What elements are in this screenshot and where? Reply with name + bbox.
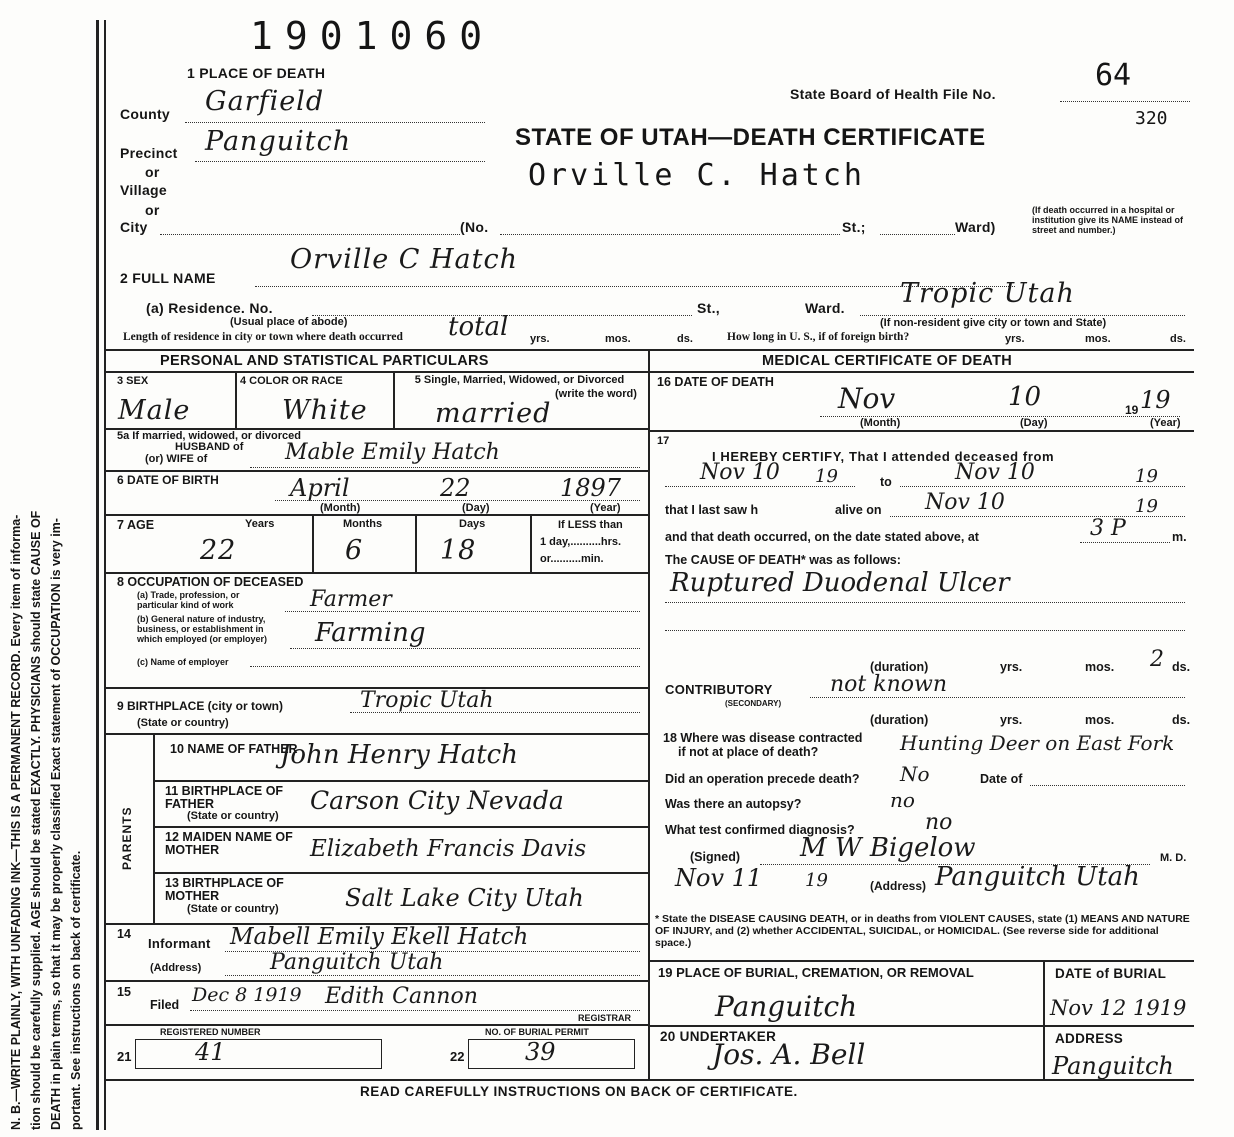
mother-value: Elizabeth Francis Davis: [310, 836, 587, 862]
cause-duration-ds-value: 2: [1150, 647, 1164, 672]
certificate-title: STATE OF UTAH—DEATH CERTIFICATE: [515, 124, 986, 151]
city-ward-label: Ward): [955, 219, 996, 235]
stamp-number: 1901060: [250, 14, 495, 58]
personal-heading: PERSONAL AND STATISTICAL PARTICULARS: [160, 353, 489, 369]
state-file-line: [1060, 101, 1190, 102]
contributory-sub: (SECONDARY): [725, 699, 782, 708]
age-divider-1: [312, 515, 314, 572]
operation-date-line: [1030, 785, 1185, 786]
side-line-1: N. B.—WRITE PLAINLY, WITH UNFADING INK—THIS IS A PERMANENT RECORD. Every item of informa-: [9, 514, 23, 1130]
length-mos: mos.: [605, 333, 631, 345]
father-label: 10 NAME OF FATHER: [170, 742, 298, 756]
contrib-duration-yrs: yrs.: [1000, 713, 1023, 727]
dob-year: 1897: [560, 474, 622, 502]
md-label: M. D.: [1160, 852, 1187, 864]
precinct-label: Precinct: [120, 145, 178, 161]
race-label: 4 COLOR OR RACE: [240, 375, 343, 387]
informant-label: Informant: [148, 936, 211, 951]
burial-permit-label: NO. OF BURIAL PERMIT: [485, 1027, 589, 1037]
burial-permit-value: 39: [525, 1038, 556, 1066]
medical-heading: MEDICAL CERTIFICATE OF DEATH: [762, 353, 1013, 369]
reg-number-box: [135, 1039, 382, 1069]
certify-text: I HEREBY CERTIFY, That I attended deceased from: [712, 449, 1055, 464]
undertaker-address-value: Panguitch: [1052, 1052, 1174, 1080]
death-time-line: [1080, 542, 1170, 543]
attended-to: Nov 10: [955, 460, 1035, 485]
county-value: Garfield: [205, 86, 325, 117]
age-label: 7 AGE: [117, 518, 155, 532]
mother-label: 12 MAIDEN NAME OF MOTHER: [165, 830, 293, 857]
last-saw-value: Nov 10: [925, 490, 1005, 515]
side-line-2: tion should be carefully supplied. AGE should be stated EXACTLY. PHYSICIANS should state CAUSE OF: [29, 510, 43, 1130]
mother-bp-label: 13 BIRTHPLACE OF MOTHER: [165, 876, 284, 903]
age-divider-3: [530, 515, 532, 572]
burial-place-label: 19 PLACE OF BURIAL, CREMATION, OR REMOVAL: [658, 965, 974, 980]
marital-sub: (write the word): [555, 388, 637, 400]
reg-number-num: 21: [117, 1049, 132, 1064]
sex-label: 3 SEX: [117, 375, 149, 387]
filed-num: 15: [117, 985, 131, 999]
sign-address-label: (Address): [870, 879, 927, 893]
death-occurred-label: and that death occurred, on the date stated above, at: [665, 530, 979, 544]
age-years-value: 22: [200, 535, 237, 566]
dob-year-label: (Year): [590, 502, 621, 514]
filed-line: [190, 1010, 640, 1011]
age-days-label: Days: [459, 518, 486, 530]
row-rule-medical-bottom: [648, 960, 1194, 962]
footer-rule: [104, 1079, 1194, 1081]
death-month: Nov: [838, 382, 896, 415]
hospital-note: (If death occurred in a hospital or institution give its NAME instead of street and number.): [1032, 205, 1184, 235]
date-of-death-label: 16 DATE OF DEATH: [657, 375, 774, 389]
side-line-4: portant. See instructions on back of certificate.: [69, 850, 83, 1130]
contrib-duration-mos: mos.: [1085, 713, 1115, 727]
informant-num: 14: [117, 927, 131, 941]
spouse-label-2: HUSBAND of: [175, 441, 244, 453]
state-file-label: State Board of Health File No.: [790, 86, 996, 102]
alive-on-label: alive on: [835, 503, 882, 517]
county-line: [185, 122, 485, 123]
father-bp-label: 11 BIRTHPLACE OF FATHER: [165, 784, 284, 811]
undertaker-label: 20 UNDERTAKER: [660, 1029, 777, 1044]
age-years-label: Years: [245, 518, 275, 530]
death-year-prefix: 19: [1125, 403, 1139, 417]
sex-value: Male: [118, 395, 191, 426]
cause-value: Ruptured Duodenal Ulcer: [670, 568, 1010, 598]
sign-date: Nov 11: [675, 864, 763, 892]
mother-bp-sub: (State or country): [187, 903, 279, 915]
how-long-label: How long in U. S., if of foreign birth?: [727, 331, 910, 343]
cause-line-2: [665, 630, 1185, 631]
death-month-label: (Month): [860, 417, 901, 429]
registrar-label: REGISTRAR: [578, 1013, 632, 1023]
age-months-value: 6: [345, 535, 364, 566]
informant-address-label: (Address): [150, 962, 202, 974]
contributory-label: CONTRIBUTORY: [665, 682, 773, 697]
row-rule-death-date: [648, 430, 1194, 432]
city-st-label: St.;: [842, 219, 866, 235]
row-rule-burial: [648, 1025, 1194, 1027]
residence-ward-line: [860, 315, 1185, 316]
birthplace-value: Tropic Utah: [360, 688, 494, 713]
registrar-value: Edith Cannon: [325, 984, 478, 1009]
marital-value: married: [435, 398, 552, 429]
or-text-2: or: [145, 202, 160, 218]
occupation-label: 8 OCCUPATION OF DECEASED: [117, 575, 304, 589]
us-yrs: yrs.: [1005, 333, 1025, 345]
operation-date-label: Date of: [980, 772, 1023, 786]
cause-duration-mos: mos.: [1085, 660, 1115, 674]
death-year: 19: [1140, 386, 1171, 414]
contrib-duration-ds: ds.: [1172, 713, 1191, 727]
operation-label: Did an operation precede death?: [665, 772, 860, 786]
less-label-2: 1 day,..........hrs.: [540, 536, 622, 548]
dob-month: April: [290, 474, 350, 502]
age-months-label: Months: [343, 518, 383, 530]
usual-place-note: (Usual place of abode): [230, 316, 348, 328]
length-residence-label: Length of residence in city or town where death occurred: [123, 331, 403, 343]
sex-race-divider: [235, 372, 237, 428]
or-text-1: or: [145, 164, 160, 180]
sign-address: Panguitch Utah: [935, 862, 1140, 892]
death-year-label: (Year): [1150, 417, 1181, 429]
filed-value: Dec 8 1919: [192, 984, 302, 1006]
us-ds: ds.: [1170, 333, 1186, 345]
informant-address-line: [225, 975, 640, 976]
precinct-value: Panguitch: [205, 126, 352, 157]
dob-day: 22: [440, 474, 471, 502]
spouse-label-3: (or) WIFE of: [145, 453, 208, 465]
age-days-value: 18: [440, 535, 477, 566]
marital-label: 5 Single, Married, Widowed, or Divorced: [414, 374, 625, 386]
last-saw-label: that I last saw h: [665, 503, 759, 517]
footnote: * State the DISEASE CAUSING DEATH, or in deaths from VIOLENT CAUSES, state (1) MEANS AND NATURE OF INJURY, and (2) whether ACCIDENTAL, SUICIDAL, or HOMICIDAL. (See reverse side for additional space.): [655, 913, 1190, 949]
nonresident-note: (If non-resident give city or town and State): [880, 317, 1107, 329]
contributory-value: not known: [830, 672, 947, 697]
contrib-duration-label: (duration): [870, 713, 929, 727]
row-rule-mother: [153, 872, 648, 874]
length-ds: ds.: [677, 333, 693, 345]
street-line: [500, 234, 840, 235]
mother-bp-value: Salt Lake City Utah: [345, 884, 584, 912]
typed-name: Orville C. Hatch: [528, 158, 865, 193]
county-label: County: [120, 106, 171, 122]
row-rule-father-bp: [153, 826, 648, 828]
cause-duration-yrs: yrs.: [1000, 660, 1023, 674]
row-rule-birthplace: [104, 733, 648, 735]
row-rule-father: [153, 780, 648, 782]
informant-address-value: Panguitch Utah: [270, 950, 444, 975]
attended-from-year: 19: [815, 466, 838, 487]
dob-label: 6 DATE OF BIRTH: [117, 473, 219, 487]
row-rule-informant: [104, 980, 648, 982]
occ-c-label: (c) Name of employer: [137, 657, 229, 667]
state-file-number: 64: [1095, 58, 1132, 93]
autopsy-label: Was there an autopsy?: [665, 797, 802, 811]
spouse-line: [250, 467, 640, 468]
personal-heading-rule: [104, 371, 648, 373]
item-17: 17: [657, 435, 670, 447]
residence-value: Tropic Utah: [900, 278, 1075, 309]
last-saw-year: 19: [1135, 496, 1158, 517]
father-bp-value: Carson City Nevada: [310, 786, 564, 815]
death-time: 3 P: [1090, 516, 1126, 541]
undertaker-value: Jos. A. Bell: [712, 1038, 866, 1071]
residence-ward-label: Ward.: [805, 300, 845, 316]
cause-label: The CAUSE OF DEATH* was as follows:: [665, 553, 901, 567]
ward-line: [880, 234, 955, 235]
row-rule-spouse: [104, 470, 648, 472]
cause-line-1: [665, 602, 1185, 603]
place-of-death-heading: 1 PLACE OF DEATH: [187, 65, 326, 81]
burial-date-value: Nov 12 1919: [1050, 996, 1187, 1020]
informant-value: Mabell Emily Ekell Hatch: [230, 924, 529, 950]
full-name-label: 2 FULL NAME: [120, 270, 216, 286]
less-label-1: If LESS than: [558, 519, 623, 531]
parents-divider: [153, 734, 155, 924]
dob-month-label: (Month): [320, 502, 361, 514]
dob-day-label: (Day): [462, 502, 490, 514]
signed-value: M W Bigelow: [800, 833, 976, 863]
occ-a-value: Farmer: [310, 587, 392, 612]
occ-b-value: Farming: [315, 618, 426, 648]
spouse-label-1: 5a If married, widowed, or divorced: [117, 430, 301, 442]
race-marital-divider: [393, 372, 395, 428]
cause-duration-ds: ds.: [1172, 660, 1191, 674]
spouse-value: Mable Emily Hatch: [285, 440, 500, 465]
birthplace-sub: (State or country): [137, 717, 229, 729]
village-label: Village: [120, 182, 167, 198]
medical-heading-rule: [648, 371, 1194, 373]
full-name-value: Orville C Hatch: [290, 244, 519, 275]
form-left-border: [96, 20, 99, 1130]
undertaker-address-label: ADDRESS: [1055, 1031, 1124, 1046]
item-18-sub: if not at place of death?: [678, 745, 819, 759]
row-rule-dob: [104, 514, 648, 516]
parents-label: PARENTS: [120, 806, 134, 870]
precinct-line: [195, 161, 485, 162]
occ-b-line: [290, 648, 640, 649]
death-day-label: (Day): [1020, 417, 1048, 429]
length-yrs: yrs.: [530, 333, 550, 345]
father-value: John Henry Hatch: [280, 740, 518, 770]
residence-label: (a) Residence. No.: [146, 300, 273, 316]
column-divider: [648, 349, 650, 1079]
filed-label: Filed: [150, 998, 180, 1012]
attended-from: Nov 10: [700, 460, 780, 485]
side-line-3: DEATH in plain terms, so that it may be properly classified Exact statement of OCCUPATION is very im-: [49, 518, 63, 1130]
autopsy-value: no: [890, 788, 915, 812]
attended-to-year: 19: [1135, 466, 1158, 487]
footer-instructions: READ CAREFULLY INSTRUCTIONS ON BACK OF CERTIFICATE.: [360, 1084, 798, 1099]
burial-place-value: Panguitch: [715, 990, 858, 1023]
death-time-m: m.: [1172, 530, 1187, 544]
row-rule-age: [104, 572, 648, 574]
reg-number-label: REGISTERED NUMBER: [160, 1027, 261, 1037]
length-residence-value: total: [448, 312, 509, 342]
city-line: [160, 234, 460, 235]
signed-label: (Signed): [690, 850, 740, 864]
item-18-value: Hunting Deer on East Fork: [900, 731, 1175, 755]
item-18-label: 18 Where was disease contracted: [663, 731, 863, 745]
occ-c-line: [250, 666, 640, 667]
residence-st-label: St.,: [697, 300, 720, 316]
test-label: What test confirmed diagnosis?: [665, 823, 855, 837]
burial-permit-num: 22: [450, 1049, 465, 1064]
race-value: White: [282, 395, 368, 426]
birthplace-label: 9 BIRTHPLACE (city or town): [117, 699, 284, 713]
attended-to-label: to: [880, 475, 892, 489]
less-label-3: or..........min.: [540, 553, 604, 565]
sign-year: 19: [805, 870, 828, 891]
contributory-line: [810, 697, 1185, 698]
row-rule-filed: [104, 1024, 648, 1026]
us-mos: mos.: [1085, 333, 1111, 345]
burial-date-label: DATE of BURIAL: [1055, 966, 1167, 981]
cause-duration-label: (duration): [870, 660, 929, 674]
test-value: no: [925, 810, 953, 835]
city-label: City: [120, 219, 148, 235]
secondary-number: 320: [1135, 108, 1168, 129]
form-left-border-inner: [104, 20, 106, 1130]
burial-divider: [1043, 960, 1045, 1080]
death-day: 10: [1008, 382, 1042, 412]
operation-value: No: [900, 762, 930, 786]
occ-a-label: (a) Trade, profession, or particular kind of work: [137, 590, 240, 610]
city-no-label: (No.: [460, 219, 489, 235]
occ-b-label: (b) General nature of industry, business, or establishment in which employed (or employer): [137, 614, 268, 644]
father-bp-sub: (State or country): [187, 810, 279, 822]
age-divider-2: [415, 515, 417, 572]
reg-number-value: 41: [195, 1038, 226, 1066]
